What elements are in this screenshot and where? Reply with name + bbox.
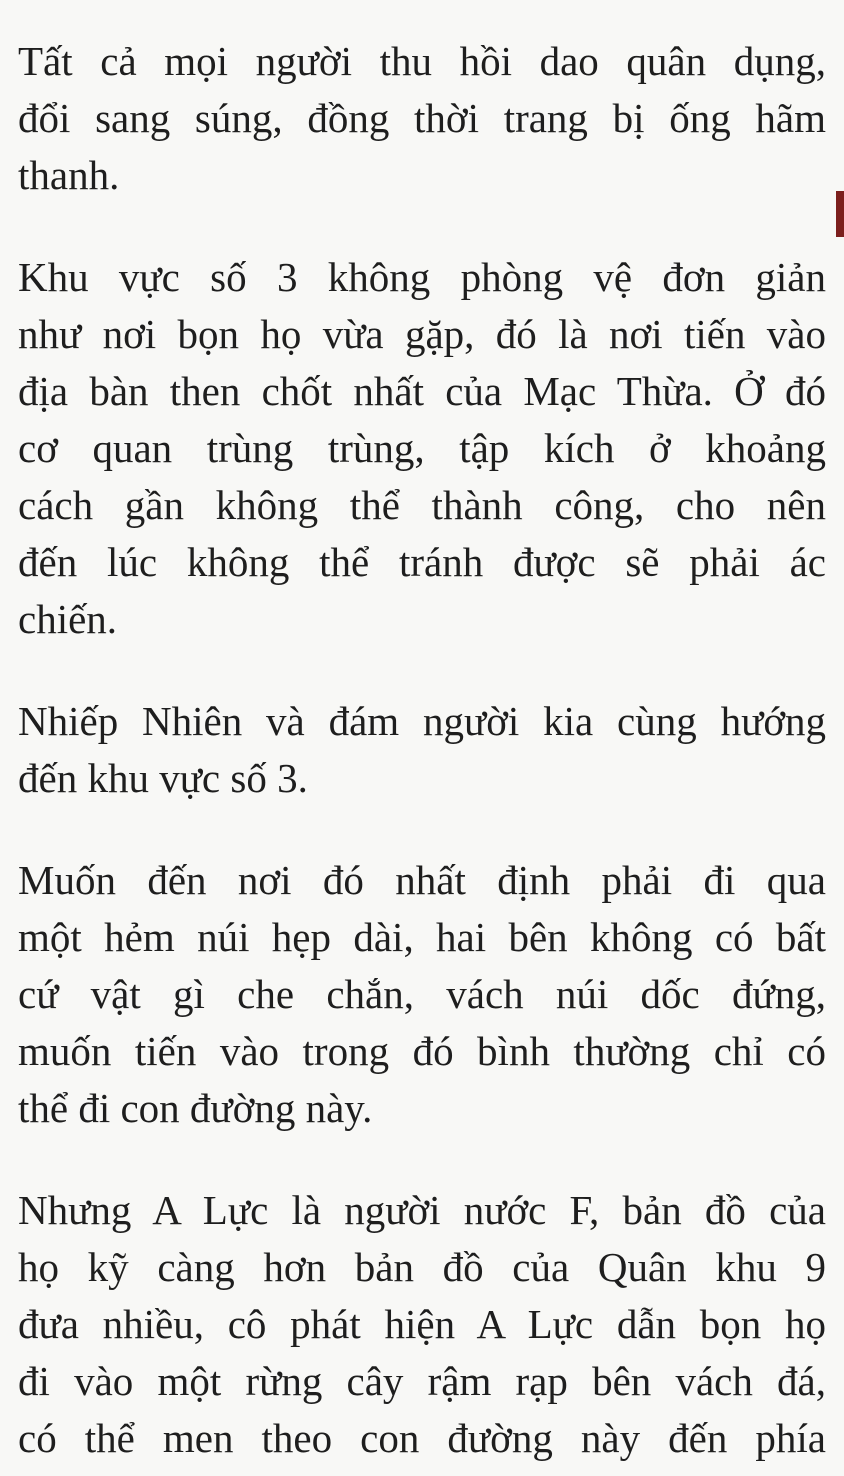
text-line: địa bàn then chốt nhất của Mạc Thừa. Ở đó — [18, 368, 826, 414]
text-line: Nhưng A Lực là người nước F, bản đồ của — [18, 1187, 826, 1233]
text-line: có thể men theo con đường này đến phía — [18, 1415, 826, 1461]
text-line: đổi sang súng, đồng thời trang bị ống hãm — [18, 95, 826, 141]
text-line: Muốn đến nơi đó nhất định phải đi qua — [18, 857, 826, 903]
text-line: đưa nhiều, cô phát hiện A Lực dẫn bọn họ — [18, 1301, 826, 1347]
paragraph — [18, 852, 826, 1137]
paragraph — [18, 33, 826, 204]
text-line: cách gần không thể thành công, cho nên — [18, 482, 826, 528]
text-line: Khu vực số 3 không phòng vệ đơn giản — [18, 254, 826, 300]
text-line: thể đi con đường này. — [18, 1085, 373, 1131]
text-line: cứ vật gì che chắn, vách núi dốc đứng, — [18, 971, 826, 1017]
scroll-position-indicator[interactable] — [836, 191, 844, 237]
text-line: muốn tiến vào trong đó bình thường chỉ có — [18, 1028, 826, 1074]
paragraph — [18, 249, 826, 648]
paragraph — [18, 1182, 826, 1467]
text-line: đến lúc không thể tránh được sẽ phải ác — [18, 539, 826, 585]
text-line: thanh. — [18, 152, 120, 198]
text-line: Nhiếp Nhiên và đám người kia cùng hướng — [18, 698, 826, 744]
paragraph — [18, 693, 826, 807]
text-line: Tất cả mọi người thu hồi dao quân dụng, — [18, 38, 826, 84]
text-line: cơ quan trùng trùng, tập kích ở khoảng — [18, 425, 826, 471]
text-line: chiến. — [18, 596, 118, 642]
text-line: như nơi bọn họ vừa gặp, đó là nơi tiến vào — [18, 311, 826, 357]
text-line: một hẻm núi hẹp dài, hai bên không có bất — [18, 914, 826, 960]
text-line: đi vào một rừng cây rậm rạp bên vách đá, — [18, 1358, 826, 1404]
text-line: họ kỹ càng hơn bản đồ của Quân khu 9 — [18, 1244, 826, 1290]
text-line: đến khu vực số 3. — [18, 755, 308, 801]
